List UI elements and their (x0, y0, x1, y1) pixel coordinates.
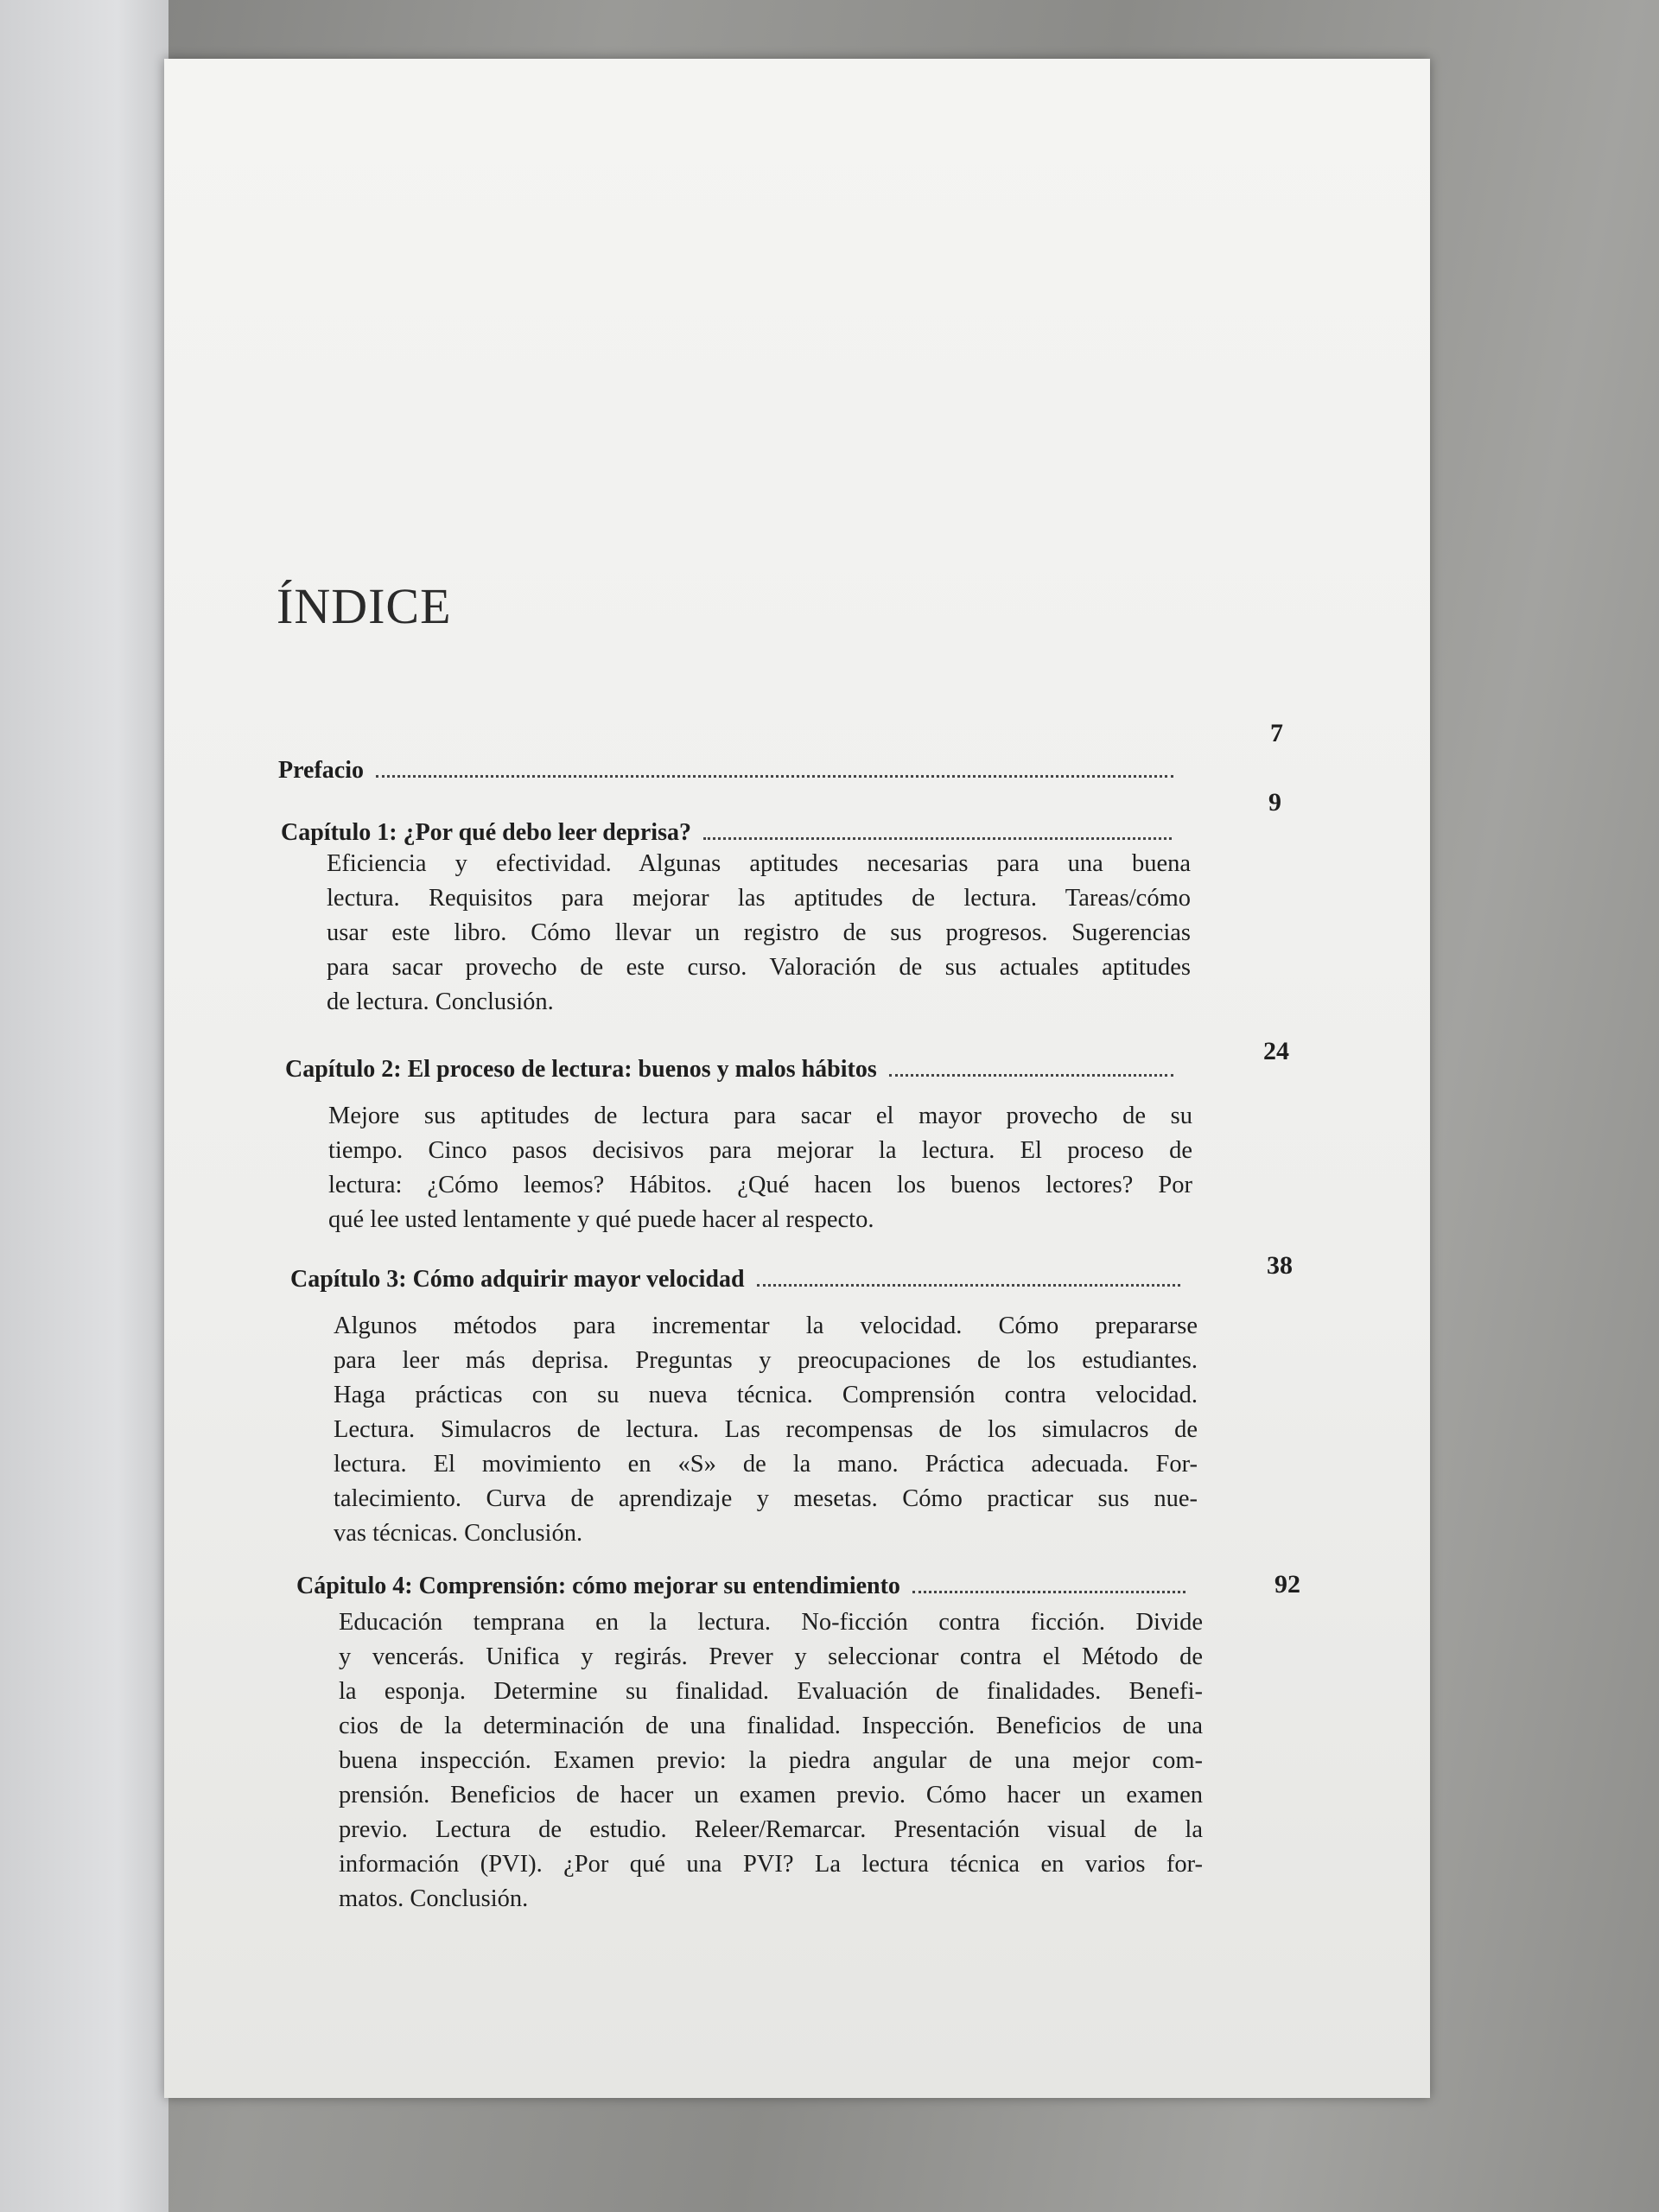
summary-line: la esponja. Determine su finalidad. Evaluación de finalidades. Benefi- (339, 1678, 1203, 1705)
facing-page (0, 0, 168, 2212)
page-number: 9 (1268, 788, 1281, 817)
summary-line: usar este libro. Cómo llevar un registro de sus progresos. Sugerencias (327, 919, 1191, 946)
chapter-summary (328, 1099, 1192, 1237)
heading-text: Cápitulo 4: Comprensión: cómo mejorar su entendimiento (296, 1573, 900, 1599)
chapter-summary (334, 1309, 1198, 1551)
heading-text: Capítulo 2: El proceso de lectura: buenos y malos hábitos (285, 1056, 877, 1083)
summary-line: lectura. Requisitos para mejorar las aptitudes de lectura. Tareas/cómo (327, 885, 1191, 912)
summary-line: tiempo. Cinco pasos decisivos para mejorar la lectura. El proceso de (328, 1137, 1192, 1164)
chapter-summary (327, 847, 1191, 1020)
page-title: ÍNDICE (276, 578, 452, 634)
toc-entry-heading (296, 1573, 1185, 1600)
page-number: 38 (1267, 1251, 1293, 1280)
summary-line: prensión. Beneficios de hacer un examen previo. Cómo hacer un examen (339, 1782, 1203, 1808)
summary-line: Mejore sus aptitudes de lectura para sacar el mayor provecho de su (328, 1103, 1192, 1129)
dot-leader (912, 1591, 1185, 1593)
summary-line: y vencerás. Unifica y regirás. Prever y seleccionar contra el Método de (339, 1643, 1203, 1670)
summary-line: previo. Lectura de estudio. Releer/Remarcar. Presentación visual de la (339, 1816, 1203, 1843)
summary-line: qué lee usted lentamente y qué puede hacer al respecto. (328, 1206, 874, 1233)
summary-line: buena inspección. Examen previo: la piedra angular de una mejor com- (339, 1747, 1203, 1774)
summary-line: matos. Conclusión. (339, 1885, 529, 1912)
heading-text: Capítulo 1: ¿Por qué debo leer deprisa? (281, 819, 691, 846)
dot-leader (376, 775, 1173, 778)
summary-line: talecimiento. Curva de aprendizaje y mesetas. Cómo practicar sus nue- (334, 1485, 1198, 1512)
heading-text: Capítulo 3: Cómo adquirir mayor velocidad (290, 1266, 745, 1293)
toc-entry-heading (281, 819, 1172, 847)
page-number: 7 (1270, 719, 1283, 747)
chapter-summary (339, 1605, 1203, 1916)
summary-line: Algunos métodos para incrementar la velocidad. Cómo prepararse (334, 1313, 1198, 1339)
summary-line: para sacar provecho de este curso. Valoración de sus actuales aptitudes (327, 954, 1191, 981)
summary-line: cios de la determinación de una finalidad. Inspección. Beneficios de una (339, 1713, 1203, 1739)
bleed-through-text (0, 389, 156, 440)
heading-text: Prefacio (278, 757, 364, 784)
summary-line: Haga prácticas con su nueva técnica. Comprensión contra velocidad. (334, 1382, 1198, 1408)
summary-line: información (PVI). ¿Por qué una PVI? La lectura técnica en varios for- (339, 1851, 1203, 1878)
summary-line: Eficiencia y efectividad. Algunas aptitudes necesarias para una buena (327, 850, 1191, 877)
summary-line: Lectura. Simulacros de lectura. Las recompensas de los simulacros de (334, 1416, 1198, 1443)
summary-line: lectura. El movimiento en «S» de la mano. Práctica adecuada. For- (334, 1451, 1198, 1478)
dot-leader (889, 1074, 1173, 1077)
summary-line: vas técnicas. Conclusión. (334, 1520, 583, 1547)
toc-entry-heading (278, 757, 1173, 785)
toc-entry-heading (290, 1266, 1180, 1294)
summary-line: Educación temprana en la lectura. No-ficción contra ficción. Divide (339, 1609, 1203, 1636)
dot-leader (703, 837, 1172, 840)
summary-line: lectura: ¿Cómo leemos? Hábitos. ¿Qué hacen los buenos lectores? Por (328, 1172, 1192, 1198)
summary-line: de lectura. Conclusión. (327, 988, 554, 1015)
dot-leader (757, 1284, 1180, 1287)
page-number: 24 (1263, 1037, 1289, 1065)
summary-line: para leer más deprisa. Preguntas y preocupaciones de los estudiantes. (334, 1347, 1198, 1374)
toc-entry-heading (285, 1056, 1173, 1084)
page-number: 92 (1274, 1570, 1300, 1599)
